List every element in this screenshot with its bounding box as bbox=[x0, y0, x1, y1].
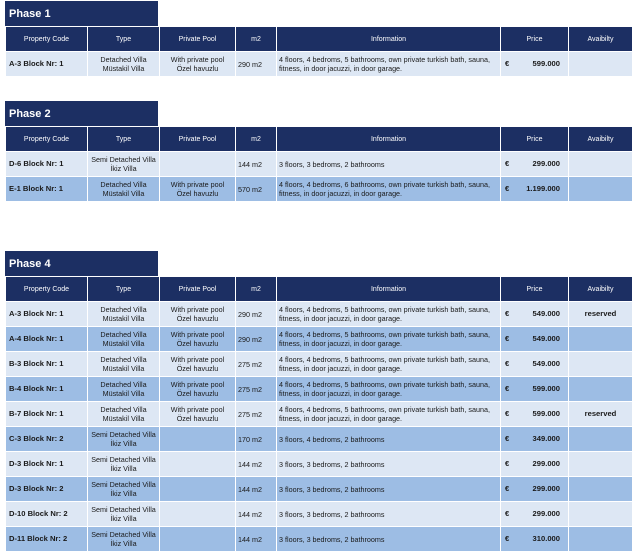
price-amount: 599.000 bbox=[532, 409, 560, 419]
price-amount: 1.199.000 bbox=[526, 184, 560, 194]
property-code: D-10 Block Nr: 2 bbox=[6, 502, 88, 527]
type-cell bbox=[88, 302, 160, 327]
price-cell bbox=[501, 177, 569, 202]
price-table bbox=[5, 26, 633, 77]
pool-cell bbox=[160, 327, 236, 352]
header-availability: Avaibilty bbox=[569, 27, 633, 52]
type-cell bbox=[88, 502, 160, 527]
area-cell: 144 m2 bbox=[236, 452, 277, 477]
header-property-code: Property Code bbox=[6, 27, 88, 52]
currency-symbol: € bbox=[505, 509, 510, 519]
pool-en: With private pool bbox=[170, 305, 225, 314]
table-header-row bbox=[6, 127, 633, 152]
type-tr: Müstakil Villa bbox=[102, 389, 145, 398]
price-amount: 299.000 bbox=[532, 459, 560, 469]
currency-symbol: € bbox=[505, 59, 510, 69]
type-en: Detached Villa bbox=[100, 180, 147, 189]
type-tr: İkiz Villa bbox=[110, 464, 137, 473]
type-en: Detached Villa bbox=[100, 355, 147, 364]
type-tr: Müstakil Villa bbox=[102, 314, 145, 323]
information-cell: 3 floors, 3 bedroms, 2 bathrooms bbox=[277, 452, 501, 477]
table-row bbox=[6, 527, 633, 552]
pool-cell bbox=[160, 377, 236, 402]
area-cell: 170 m2 bbox=[236, 427, 277, 452]
table-row bbox=[6, 502, 633, 527]
information-cell: 4 floors, 4 bedroms, 5 bathrooms, own private turkish bath, sauna, fitness, in door jacuzzi, in door garage. bbox=[277, 402, 501, 427]
type-en: Detached Villa bbox=[100, 330, 147, 339]
table-row bbox=[6, 327, 633, 352]
type-en: Detached Villa bbox=[100, 305, 147, 314]
pool-cell bbox=[160, 502, 236, 527]
pool-cell bbox=[160, 477, 236, 502]
phase-title: Phase 4 bbox=[5, 251, 158, 276]
availability-cell bbox=[569, 177, 633, 202]
pool-cell bbox=[160, 527, 236, 552]
currency-symbol: € bbox=[505, 309, 510, 319]
pool-tr: Özel havuzlu bbox=[176, 314, 219, 323]
currency-symbol: € bbox=[505, 384, 510, 394]
header-price: Price bbox=[501, 277, 569, 302]
type-cell bbox=[88, 152, 160, 177]
availability-cell bbox=[569, 502, 633, 527]
pool-tr: Özel havuzlu bbox=[176, 189, 219, 198]
information-cell: 4 floors, 4 bedroms, 6 bathrooms, own private turkish bath, sauna, fitness, in door jacuzzi, in door garage. bbox=[277, 177, 501, 202]
type-cell bbox=[88, 377, 160, 402]
area-cell: 144 m2 bbox=[236, 527, 277, 552]
area-cell: 275 m2 bbox=[236, 377, 277, 402]
header-m2: m2 bbox=[236, 27, 277, 52]
type-cell bbox=[88, 477, 160, 502]
pool-cell bbox=[160, 152, 236, 177]
type-cell bbox=[88, 177, 160, 202]
currency-symbol: € bbox=[505, 434, 510, 444]
type-en: Semi Detached Villa bbox=[91, 430, 156, 439]
type-tr: Müstakil Villa bbox=[102, 189, 145, 198]
pool-tr: Özel havuzlu bbox=[176, 64, 219, 73]
pool-en: With private pool bbox=[170, 355, 225, 364]
currency-symbol: € bbox=[505, 359, 510, 369]
type-en: Detached Villa bbox=[100, 380, 147, 389]
header-property-code: Property Code bbox=[6, 127, 88, 152]
type-en: Semi Detached Villa bbox=[91, 480, 156, 489]
type-en: Detached Villa bbox=[100, 405, 147, 414]
type-cell bbox=[88, 527, 160, 552]
table-header-row bbox=[6, 277, 633, 302]
price-cell bbox=[501, 352, 569, 377]
header-m2: m2 bbox=[236, 127, 277, 152]
header-type: Type bbox=[88, 27, 160, 52]
currency-symbol: € bbox=[505, 459, 510, 469]
price-table bbox=[5, 276, 633, 552]
pool-en: With private pool bbox=[170, 180, 225, 189]
availability-cell bbox=[569, 527, 633, 552]
pool-en: With private pool bbox=[170, 55, 225, 64]
price-cell bbox=[501, 52, 569, 77]
pool-cell bbox=[160, 302, 236, 327]
availability-cell: reserved bbox=[569, 402, 633, 427]
header-availability: Avaibilty bbox=[569, 127, 633, 152]
property-code: B-3 Block Nr: 1 bbox=[6, 352, 88, 377]
type-tr: Müstakil Villa bbox=[102, 64, 145, 73]
type-tr: İkiz Villa bbox=[110, 164, 137, 173]
pool-tr: Özel havuzlu bbox=[176, 414, 219, 423]
information-cell: 3 floors, 4 bedroms, 2 bathrooms bbox=[277, 427, 501, 452]
availability-cell: reserved bbox=[569, 302, 633, 327]
header-type: Type bbox=[88, 127, 160, 152]
property-code: C-3 Block Nr: 2 bbox=[6, 427, 88, 452]
information-cell: 3 floors, 3 bedroms, 2 bathrooms bbox=[277, 502, 501, 527]
pool-cell bbox=[160, 402, 236, 427]
information-cell: 4 floors, 4 bedroms, 5 bathrooms, own private turkish bath, sauna, fitness, in door jacuzzi, in door garage. bbox=[277, 302, 501, 327]
property-code: D-6 Block Nr: 1 bbox=[6, 152, 88, 177]
area-cell: 290 m2 bbox=[236, 327, 277, 352]
property-code: D-3 Block Nr: 2 bbox=[6, 477, 88, 502]
pool-en: With private pool bbox=[170, 380, 225, 389]
area-cell: 144 m2 bbox=[236, 502, 277, 527]
phase-title: Phase 2 bbox=[5, 101, 158, 126]
price-amount: 299.000 bbox=[532, 509, 560, 519]
property-code: B-7 Block Nr: 1 bbox=[6, 402, 88, 427]
type-tr: İkiz Villa bbox=[110, 489, 137, 498]
pool-tr: Özel havuzlu bbox=[176, 364, 219, 373]
price-cell bbox=[501, 402, 569, 427]
type-tr: İkiz Villa bbox=[110, 539, 137, 548]
table-row bbox=[6, 377, 633, 402]
type-en: Semi Detached Villa bbox=[91, 505, 156, 514]
price-cell bbox=[501, 427, 569, 452]
table-row bbox=[6, 477, 633, 502]
area-cell: 290 m2 bbox=[236, 52, 277, 77]
property-code: A-3 Block Nr: 1 bbox=[6, 302, 88, 327]
area-cell: 144 m2 bbox=[236, 152, 277, 177]
area-cell: 144 m2 bbox=[236, 477, 277, 502]
header-price: Price bbox=[501, 27, 569, 52]
price-amount: 349.000 bbox=[532, 434, 560, 444]
price-amount: 549.000 bbox=[532, 309, 560, 319]
property-code: D-11 Block Nr: 2 bbox=[6, 527, 88, 552]
price-amount: 549.000 bbox=[532, 359, 560, 369]
phase-1-section bbox=[5, 1, 632, 77]
information-cell: 4 floors, 4 bedroms, 5 bathrooms, own private turkish bath, sauna, fitness, in door jacuzzi, in door garage. bbox=[277, 377, 501, 402]
table-row bbox=[6, 452, 633, 477]
availability-cell bbox=[569, 52, 633, 77]
information-cell: 4 floors, 4 bedroms, 5 bathrooms, own private turkish bath, sauna, fitness, in door jacuzzi, in door garage. bbox=[277, 52, 501, 77]
area-cell: 275 m2 bbox=[236, 352, 277, 377]
type-en: Semi Detached Villa bbox=[91, 155, 156, 164]
property-code: A-4 Block Nr: 1 bbox=[6, 327, 88, 352]
type-cell bbox=[88, 402, 160, 427]
type-en: Semi Detached Villa bbox=[91, 455, 156, 464]
information-cell: 3 floors, 3 bedroms, 2 bathrooms bbox=[277, 477, 501, 502]
phase-2-section bbox=[5, 101, 632, 202]
header-availability: Avaibilty bbox=[569, 277, 633, 302]
phase-4-section bbox=[5, 251, 632, 552]
header-private-pool: Private Pool bbox=[160, 27, 236, 52]
table-row bbox=[6, 427, 633, 452]
header-private-pool: Private Pool bbox=[160, 277, 236, 302]
header-price: Price bbox=[501, 127, 569, 152]
pool-cell bbox=[160, 452, 236, 477]
currency-symbol: € bbox=[505, 484, 510, 494]
price-cell bbox=[501, 527, 569, 552]
price-cell bbox=[501, 377, 569, 402]
table-row bbox=[6, 152, 633, 177]
price-cell bbox=[501, 452, 569, 477]
property-code: B-4 Block Nr: 1 bbox=[6, 377, 88, 402]
table-row bbox=[6, 352, 633, 377]
table-header-row bbox=[6, 27, 633, 52]
price-table bbox=[5, 126, 633, 202]
header-information: Information bbox=[277, 27, 501, 52]
table-row bbox=[6, 52, 633, 77]
availability-cell bbox=[569, 152, 633, 177]
price-amount: 299.000 bbox=[532, 159, 560, 169]
pool-en: With private pool bbox=[170, 330, 225, 339]
header-property-code: Property Code bbox=[6, 277, 88, 302]
currency-symbol: € bbox=[505, 184, 510, 194]
phase-title: Phase 1 bbox=[5, 1, 158, 26]
information-cell: 3 floors, 3 bedroms, 2 bathrooms bbox=[277, 527, 501, 552]
property-code: E-1 Block Nr: 1 bbox=[6, 177, 88, 202]
type-en: Detached Villa bbox=[100, 55, 147, 64]
currency-symbol: € bbox=[505, 409, 510, 419]
table-row bbox=[6, 177, 633, 202]
pool-cell bbox=[160, 52, 236, 77]
pool-cell bbox=[160, 427, 236, 452]
information-cell: 4 floors, 4 bedroms, 5 bathrooms, own private turkish bath, sauna, fitness, in door jacuzzi, in door garage. bbox=[277, 352, 501, 377]
type-cell bbox=[88, 427, 160, 452]
currency-symbol: € bbox=[505, 334, 510, 344]
availability-cell bbox=[569, 377, 633, 402]
availability-cell bbox=[569, 327, 633, 352]
availability-cell bbox=[569, 427, 633, 452]
area-cell: 290 m2 bbox=[236, 302, 277, 327]
area-cell: 570 m2 bbox=[236, 177, 277, 202]
header-m2: m2 bbox=[236, 277, 277, 302]
price-amount: 299.000 bbox=[532, 484, 560, 494]
type-tr: Müstakil Villa bbox=[102, 364, 145, 373]
header-type: Type bbox=[88, 277, 160, 302]
currency-symbol: € bbox=[505, 534, 510, 544]
pool-tr: Özel havuzlu bbox=[176, 389, 219, 398]
table-row bbox=[6, 302, 633, 327]
price-cell bbox=[501, 327, 569, 352]
information-cell: 4 floors, 4 bedroms, 5 bathrooms, own private turkish bath, sauna, fitness, in door jacuzzi, in door garage. bbox=[277, 327, 501, 352]
area-cell: 275 m2 bbox=[236, 402, 277, 427]
pool-cell bbox=[160, 352, 236, 377]
type-tr: İkiz Villa bbox=[110, 514, 137, 523]
price-cell bbox=[501, 477, 569, 502]
type-en: Semi Detached Villa bbox=[91, 530, 156, 539]
price-cell bbox=[501, 302, 569, 327]
availability-cell bbox=[569, 477, 633, 502]
pool-tr: Özel havuzlu bbox=[176, 339, 219, 348]
type-cell bbox=[88, 327, 160, 352]
price-amount: 599.000 bbox=[532, 59, 560, 69]
header-information: Information bbox=[277, 277, 501, 302]
price-amount: 599.000 bbox=[532, 384, 560, 394]
availability-cell bbox=[569, 452, 633, 477]
type-cell bbox=[88, 52, 160, 77]
pool-en: With private pool bbox=[170, 405, 225, 414]
property-code: D-3 Block Nr: 1 bbox=[6, 452, 88, 477]
price-cell bbox=[501, 152, 569, 177]
table-row bbox=[6, 402, 633, 427]
price-cell bbox=[501, 502, 569, 527]
price-amount: 549.000 bbox=[532, 334, 560, 344]
type-tr: Müstakil Villa bbox=[102, 414, 145, 423]
availability-cell bbox=[569, 352, 633, 377]
information-cell: 3 floors, 3 bedroms, 2 bathrooms bbox=[277, 152, 501, 177]
header-information: Information bbox=[277, 127, 501, 152]
type-tr: İkiz Villa bbox=[110, 439, 137, 448]
price-amount: 310.000 bbox=[532, 534, 560, 544]
type-tr: Müstakil Villa bbox=[102, 339, 145, 348]
type-cell bbox=[88, 452, 160, 477]
header-private-pool: Private Pool bbox=[160, 127, 236, 152]
pool-cell bbox=[160, 177, 236, 202]
type-cell bbox=[88, 352, 160, 377]
currency-symbol: € bbox=[505, 159, 510, 169]
property-code: A-3 Block Nr: 1 bbox=[6, 52, 88, 77]
